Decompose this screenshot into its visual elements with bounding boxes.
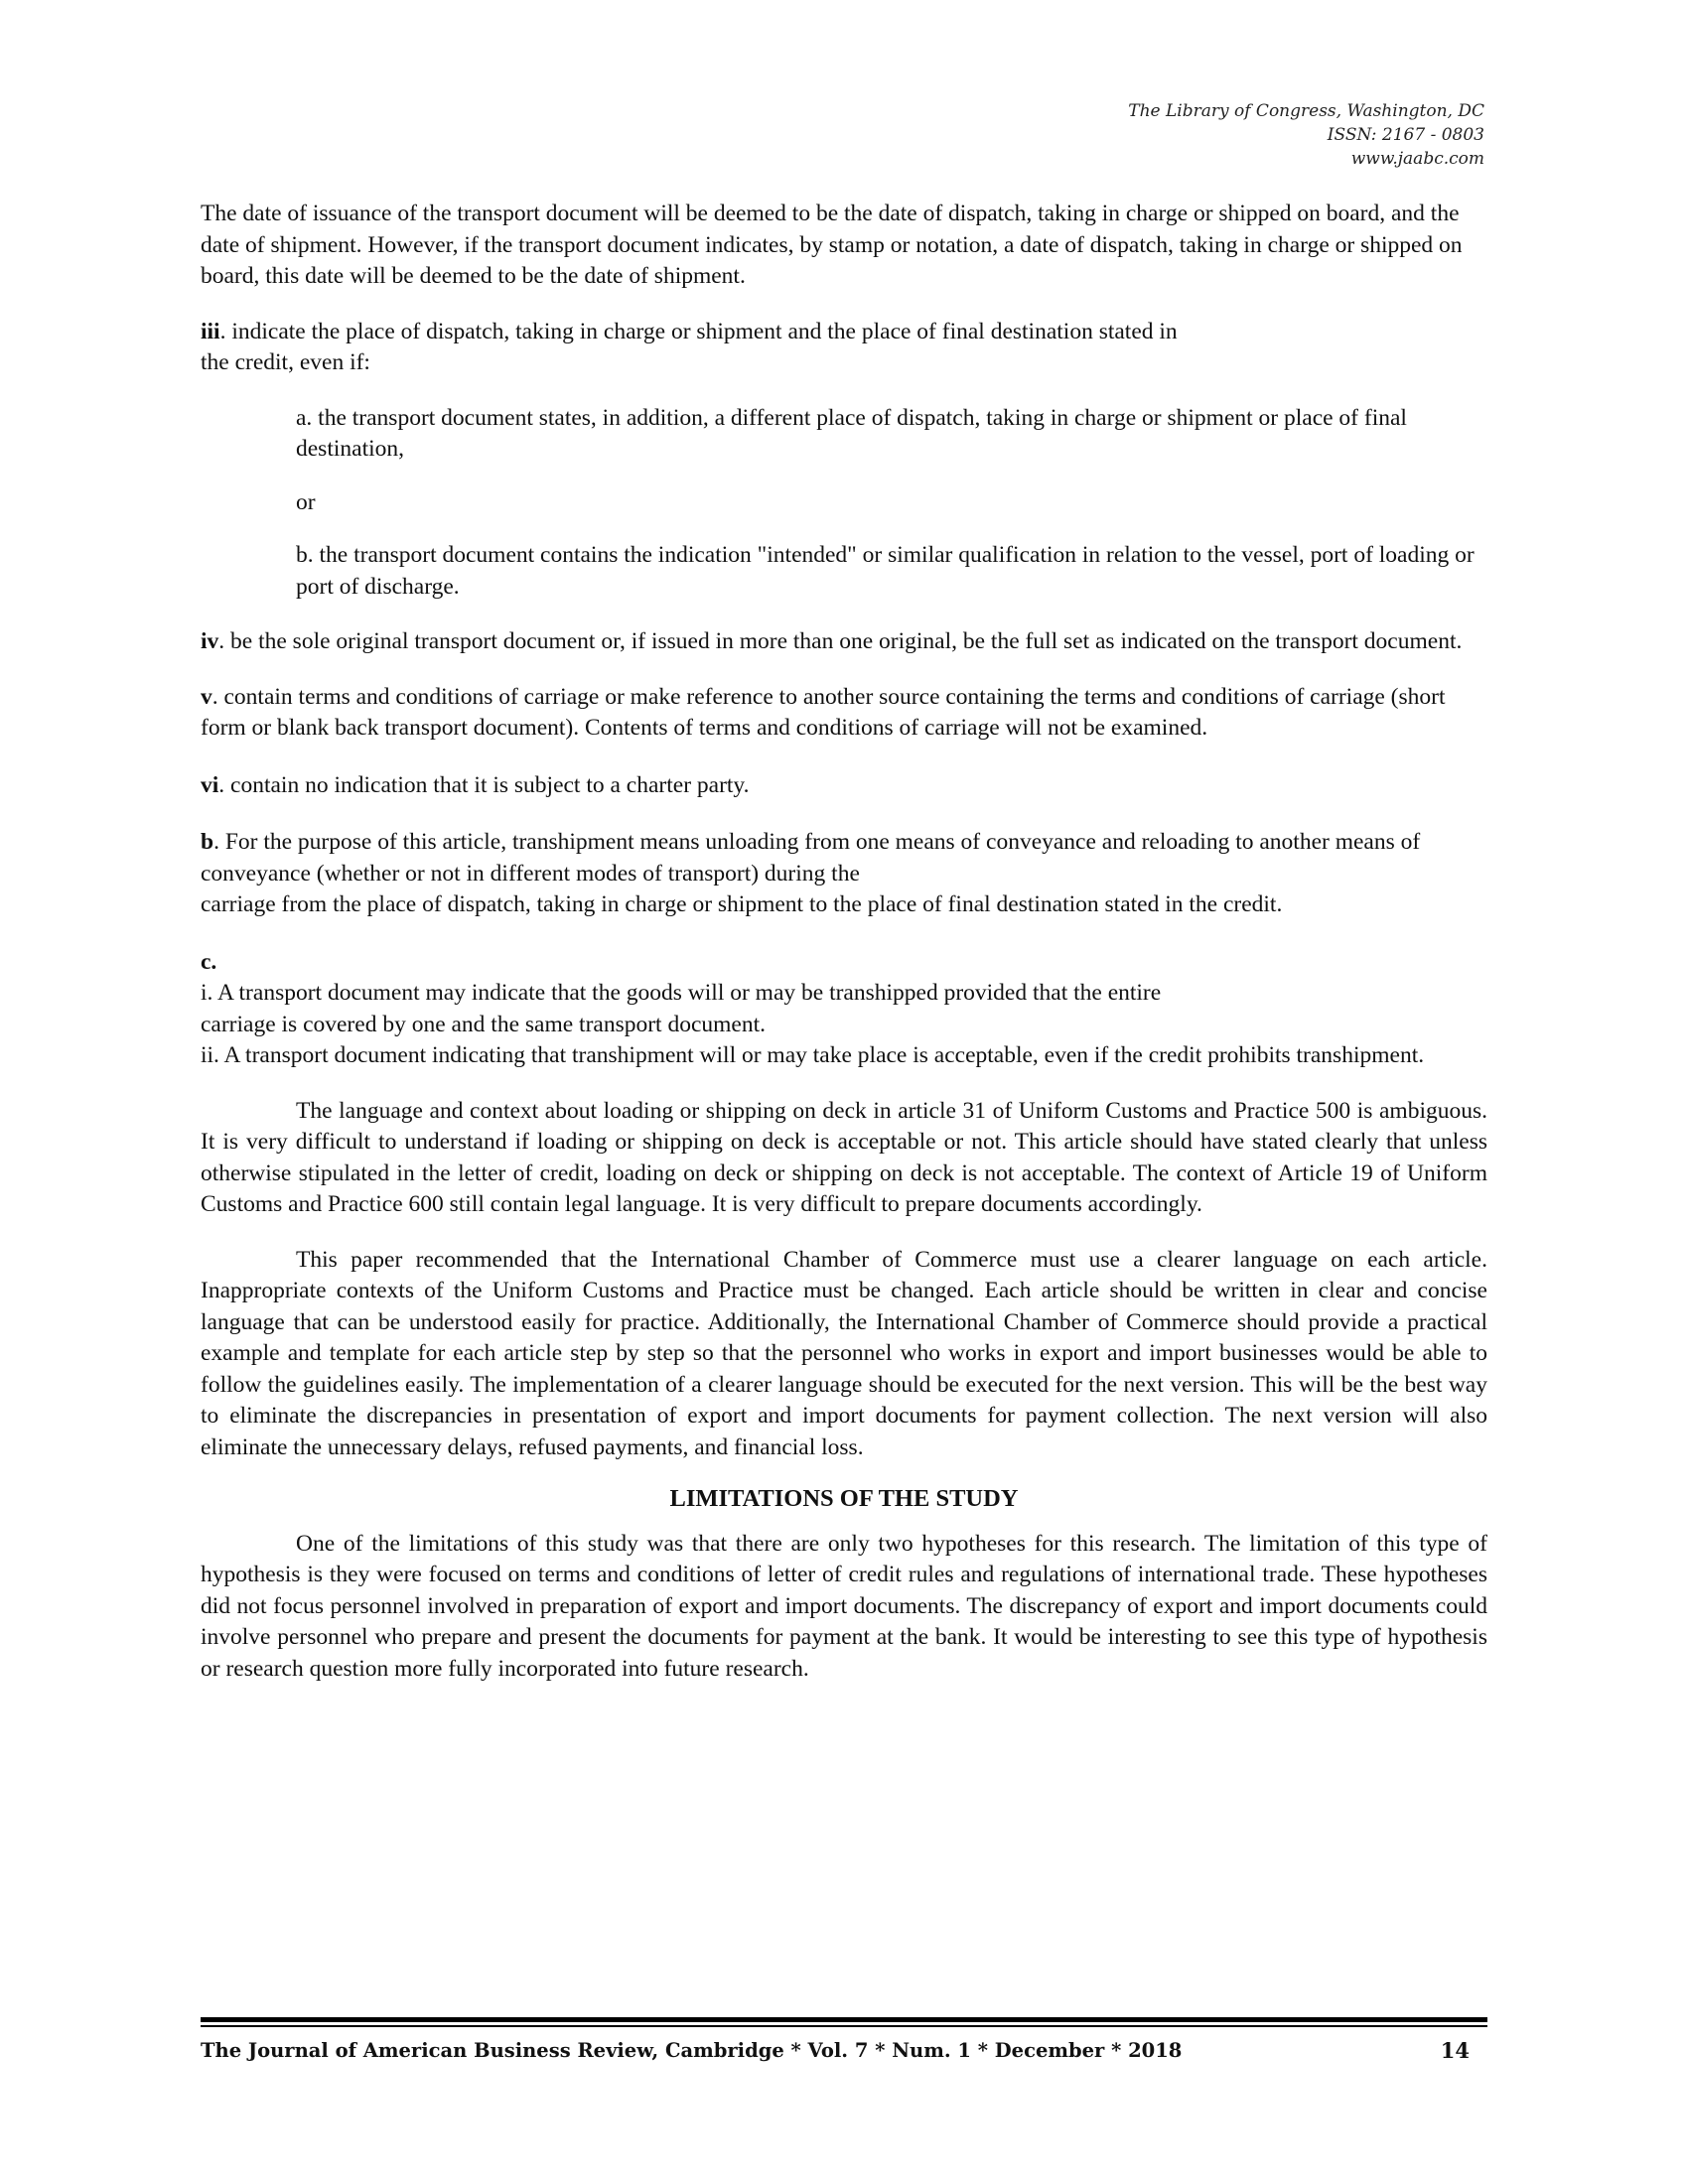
section-title-limitations: LIMITATIONS OF THE STUDY — [669, 1485, 1019, 1512]
item-vi-marker: vi — [201, 771, 219, 798]
item-iv — [201, 626, 1487, 658]
item-vi-text: . contain no indication that it is subject to a charter party. — [218, 771, 750, 798]
item-vi — [201, 770, 1487, 802]
header-website: www.jaabc.com — [1350, 149, 1484, 169]
item-iv-marker: iv — [201, 628, 219, 654]
footer-journal: The Journal of American Business Review, Cambridge * Vol. 7 * Num. 1 * December * 2018 — [201, 2039, 1183, 2062]
item-c-marker: c. — [201, 948, 217, 975]
subitem-b: b. the transport document contains the indication "intended" or similar qualification in relation to the vessel, port of loading or port of discharge. — [296, 542, 1475, 600]
paragraph-recommendation: This paper recommended that the International Chamber of Commerce must use a clearer language on each article. Inappropriate contexts of the Uniform Customs and Practice must be changed. Each article should be written in clear and concise language that can be understood easily for practice. Additionally, the International Chamber of Commerce should provide a practical example and template for each article step by step so that the personnel who works in export and import businesses would be able to follow the guidelines easily. The implementation of a clearer language should be executed for the next version. This will be the best way to eliminate the discrepancies in presentation of export and import documents for payment collection. The next version will also eliminate the unnecessary delays, refused payments, and financial loss. — [201, 1246, 1487, 1460]
item-v — [201, 682, 1487, 745]
item-b-line1: . For the purpose of this article, transhipment means unloading from one means of conveyance and reloading to another means of conveyance (whether or not in different modes of transport) during the — [201, 829, 1421, 887]
footer-rule-thin — [201, 2025, 1487, 2027]
paragraph-date-of-issuance: The date of issuance of the transport document will be deemed to be the date of dispatch, taking in charge or shipped on board, and the date of shipment. However, if the transport document indicates, by stamp or notation, a date of dispatch, taking in charge or shipped on board, this date will be deemed to be the date of shipment. — [201, 201, 1463, 289]
item-v-text: . contain terms and conditions of carriage or make reference to another source containing the terms and conditions of carriage (short form or blank back transport document). Contents of terms and conditions of carriage will not be examined. — [201, 683, 1446, 741]
item-b-transhipment — [201, 827, 1487, 921]
subitem-a: a. the transport document states, in addition, a different place of dispatch, taking in charge or shipment or place of final destination, — [296, 404, 1407, 462]
page-number: 14 — [1440, 2038, 1470, 2063]
item-c-i-line1: i. A transport document may indicate that the goods will or may be transhipped provided that the entire — [201, 980, 1162, 1006]
item-b-marker: b — [201, 829, 214, 855]
or-connector: or — [296, 488, 316, 515]
item-b-line2: carriage from the place of dispatch, taking in charge or shipment to the place of final destination stated in the credit. — [201, 891, 1283, 917]
item-iii-marker: iii — [201, 318, 220, 344]
paragraph-language-context: The language and context about loading or shipping on deck in article 31 of Uniform Customs and Practice 500 is ambiguous. It is very difficult to understand if loading or shipping on deck is acceptable or not. This article should have stated clearly that unless otherwise stipulated in the letter of credit, loading on deck or shipping on deck is not acceptable. The context of Article 19 of Uniform Customs and Practice 600 still contain legal language. It is very difficult to prepare documents accordingly. — [201, 1097, 1487, 1217]
item-c-ii: ii. A transport document indicating that transhipment will or may take place is acceptable, even if the credit prohibits transhipment. — [201, 1042, 1425, 1068]
item-c — [201, 947, 1487, 1072]
footer-rule-thick — [201, 2017, 1487, 2022]
paragraph-limitations: One of the limitations of this study was that there are only two hypotheses for this research. The limitation of this type of hypothesis is they were focused on terms and conditions of letter of credit rules and regulations of international trade. These hypotheses did not focus personnel involved in preparation of export and import documents. The discrepancy of export and import documents could involve personnel who prepare and present the documents for payment at the bank. It would be interesting to see this type of hypothesis or research question more fully incorporated into future research. — [201, 1530, 1487, 1682]
running-header — [1128, 99, 1484, 171]
header-issn: ISSN: 2167 - 0803 — [1327, 125, 1484, 145]
item-iii-line1: . indicate the place of dispatch, taking in charge or shipment and the place of final destination stated in — [219, 318, 1178, 344]
header-library: The Library of Congress, Washington, DC — [1128, 101, 1484, 121]
item-c-i-line2: carriage is covered by one and the same transport document. — [201, 1011, 767, 1037]
item-iv-text: . be the sole original transport document or, if issued in more than one original, be the full set as indicated on the transport document. — [218, 628, 1463, 654]
item-iii-line2: the credit, even if: — [201, 349, 370, 375]
item-v-marker: v — [201, 683, 212, 710]
item-iii — [201, 317, 1487, 379]
page-body — [201, 199, 1487, 1685]
